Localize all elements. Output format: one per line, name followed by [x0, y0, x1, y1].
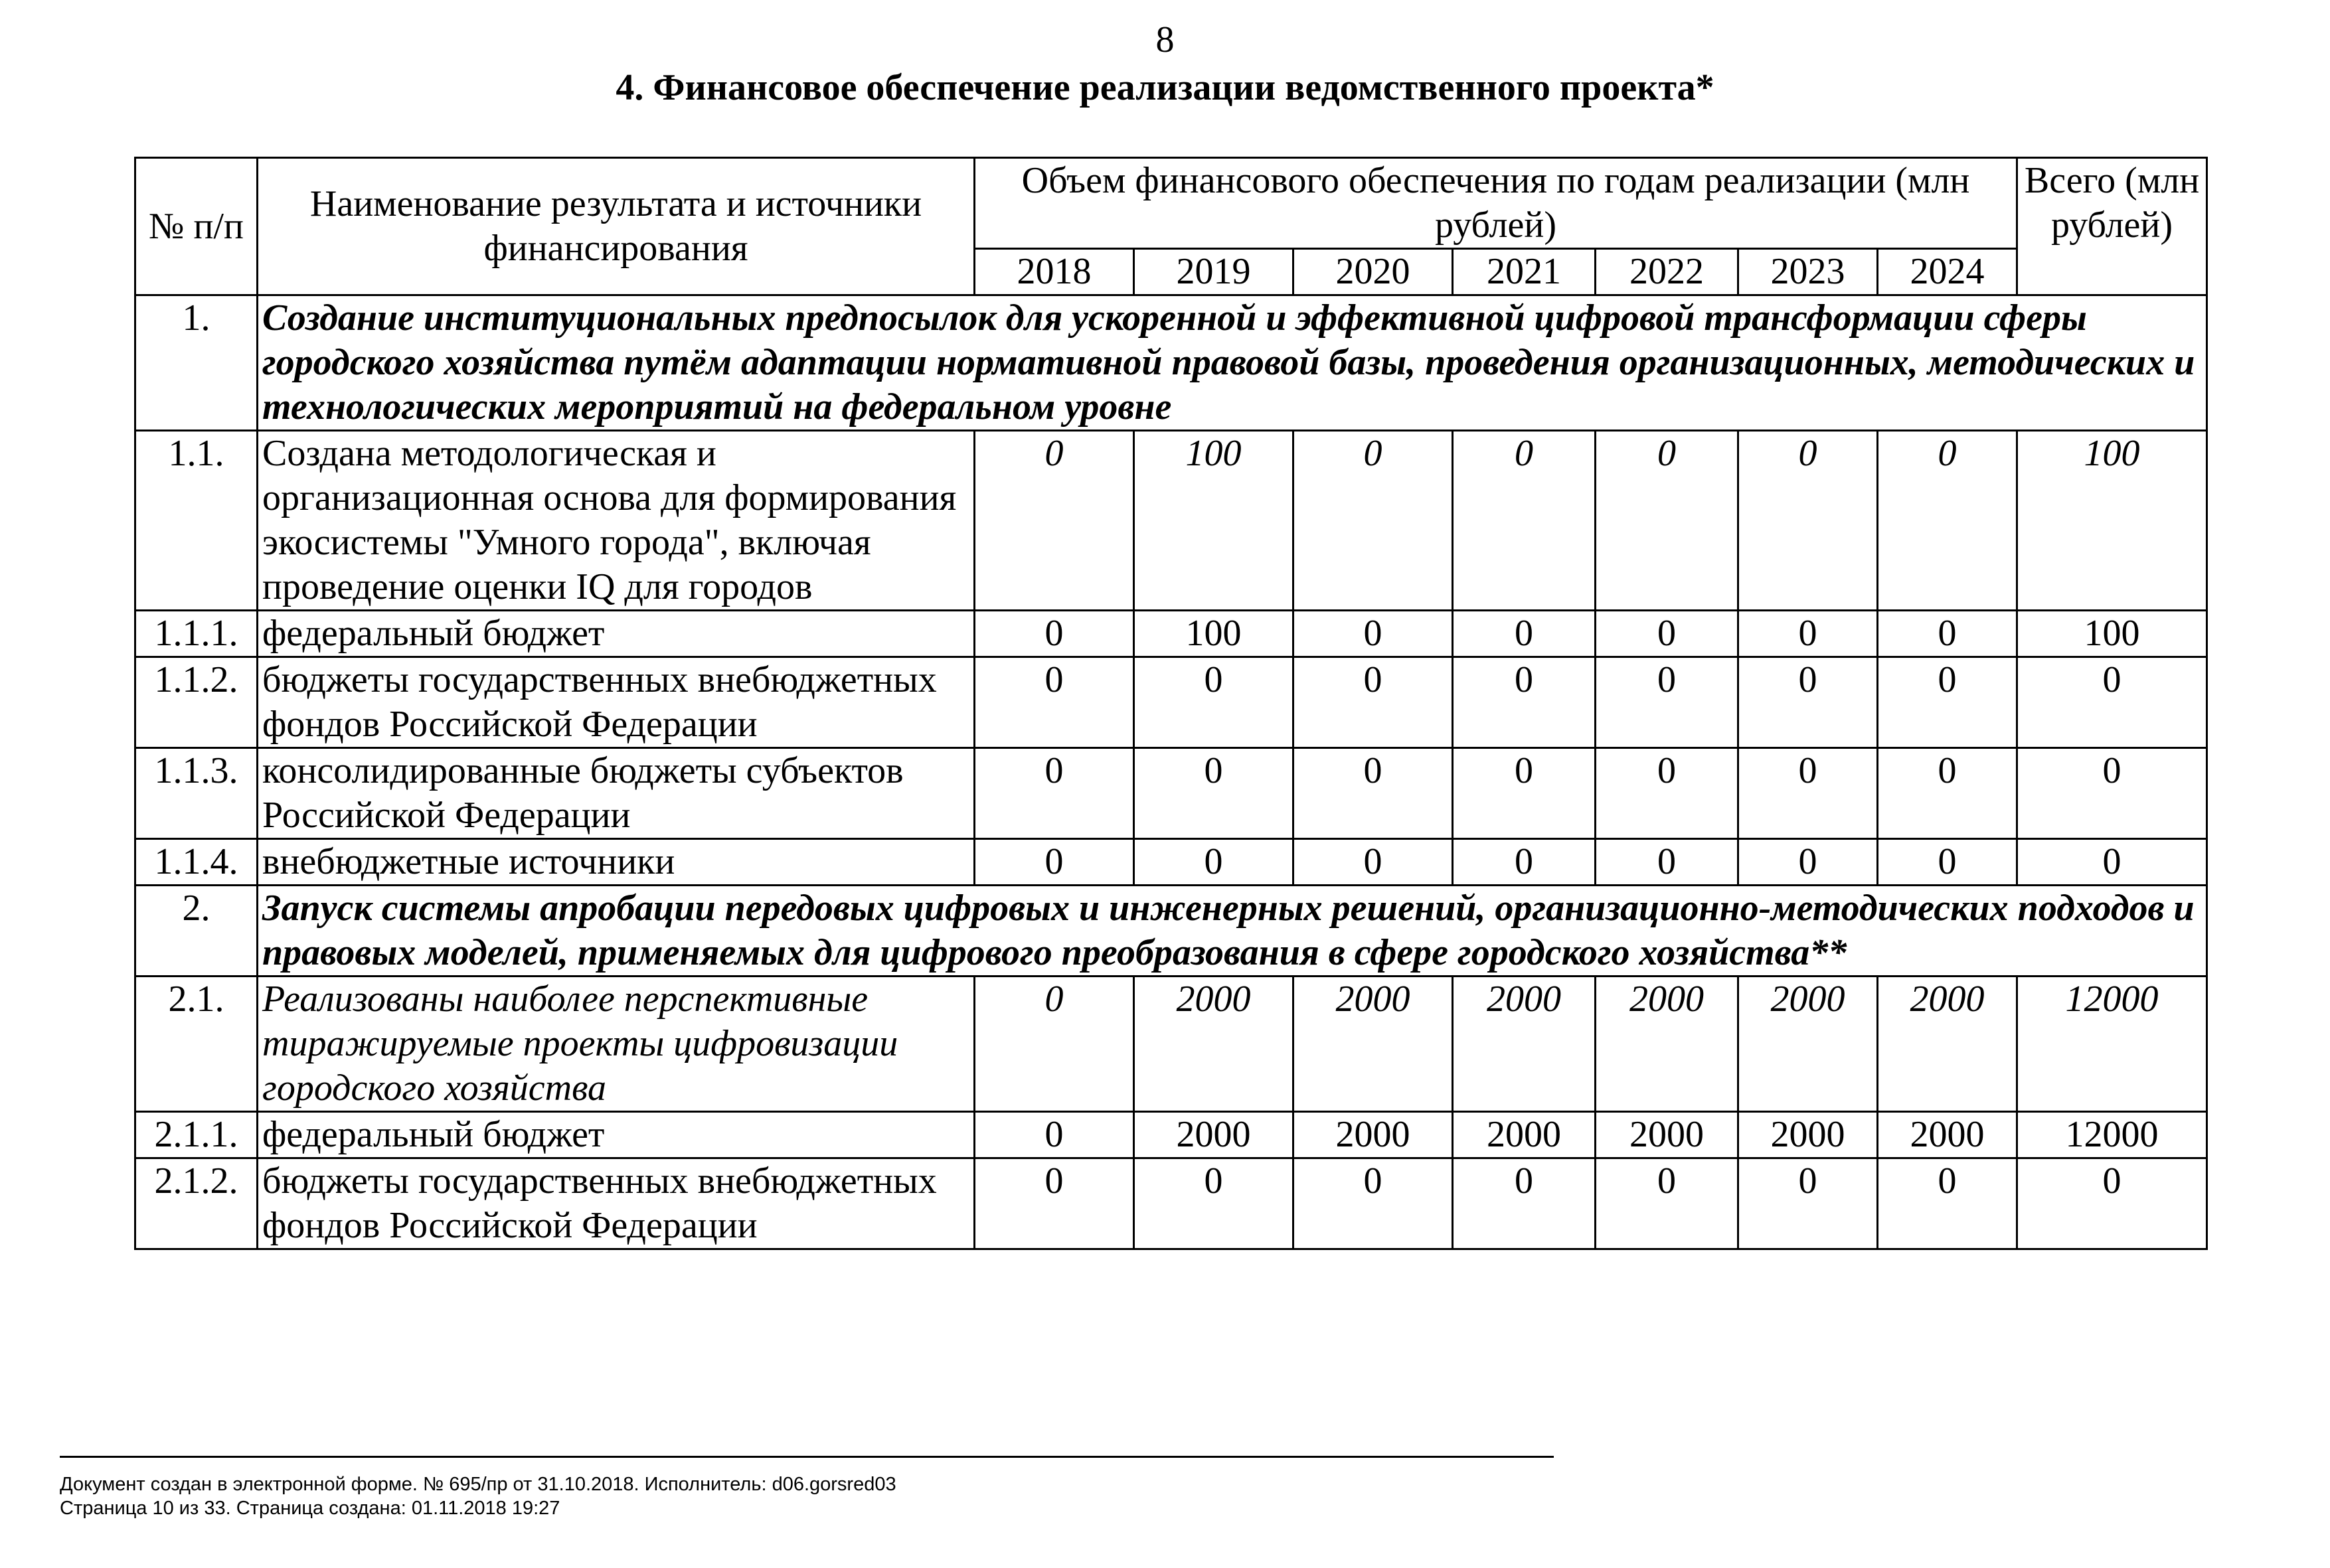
- year-value: 0: [1596, 657, 1738, 748]
- footer-divider: [60, 1456, 1554, 1458]
- header-year: 2018: [975, 249, 1134, 295]
- header-year: 2022: [1596, 249, 1738, 295]
- year-value: 2000: [1738, 1112, 1878, 1158]
- row-number: 1.1.2.: [135, 657, 258, 748]
- year-value: 0: [1738, 657, 1878, 748]
- header-year: 2021: [1453, 249, 1596, 295]
- row-number: 2.1.1.: [135, 1112, 258, 1158]
- section-row: [135, 886, 2207, 977]
- year-value: 2000: [1738, 977, 1878, 1112]
- year-value: 100: [1134, 611, 1293, 657]
- year-value: 0: [1453, 431, 1596, 611]
- year-value: 2000: [1878, 1112, 2017, 1158]
- year-value: 0: [975, 1112, 1134, 1158]
- row-number: 2.1.2.: [135, 1158, 258, 1249]
- year-value: 0: [1596, 431, 1738, 611]
- footer-line-1: Документ создан в электронной форме. № 695/пр от 31.10.2018. Исполнитель: d06.gorsred03: [60, 1474, 896, 1495]
- year-value: 0: [1738, 839, 1878, 886]
- header-year: 2020: [1293, 249, 1453, 295]
- header-year: 2023: [1738, 249, 1878, 295]
- year-value: 0: [975, 748, 1134, 839]
- financing-table: [134, 157, 2208, 1250]
- year-value: 2000: [1134, 1112, 1293, 1158]
- row-name: Создана методологическая и организационная основа для формирования экосистемы "Умного города", включая проведение оценки IQ для городов: [258, 431, 975, 611]
- row-name: бюджеты государственных внебюджетных фондов Российской Федерации: [258, 1158, 975, 1249]
- year-value: 2000: [1596, 1112, 1738, 1158]
- header-year: 2024: [1878, 249, 2017, 295]
- year-value: 2000: [1453, 977, 1596, 1112]
- year-value: 0: [1453, 611, 1596, 657]
- row-number: 1.1.4.: [135, 839, 258, 886]
- row-total: 100: [2017, 611, 2207, 657]
- row-number: 1.1.3.: [135, 748, 258, 839]
- year-value: 0: [1453, 657, 1596, 748]
- year-value: 2000: [1134, 977, 1293, 1112]
- year-value: 0: [1293, 611, 1453, 657]
- year-value: 2000: [1878, 977, 2017, 1112]
- row-number: 1.1.1.: [135, 611, 258, 657]
- year-value: 0: [1293, 657, 1453, 748]
- header-name: Наименование результата и источники финансирования: [258, 158, 975, 295]
- year-value: 0: [1738, 748, 1878, 839]
- row-total: 0: [2017, 839, 2207, 886]
- year-value: 0: [1293, 748, 1453, 839]
- year-value: 0: [1878, 431, 2017, 611]
- year-value: 0: [1596, 748, 1738, 839]
- year-value: 0: [1738, 431, 1878, 611]
- header-year: 2019: [1134, 249, 1293, 295]
- year-value: 0: [1738, 1158, 1878, 1249]
- source-row: [135, 657, 2207, 748]
- header-volume: Объем финансового обеспечения по годам реализации (млн рублей): [975, 158, 2017, 249]
- source-row: [135, 748, 2207, 839]
- year-value: 0: [1878, 1158, 2017, 1249]
- year-value: 0: [1878, 657, 2017, 748]
- row-name: Реализованы наиболее перспективные тиражируемые проекты цифровизации городского хозяйства: [258, 977, 975, 1112]
- source-row: [135, 1112, 2207, 1158]
- year-value: 0: [1878, 839, 2017, 886]
- table-header: [135, 158, 2207, 295]
- footer-line-2: Страница 10 из 33. Страница создана: 01.11.2018 19:27: [60, 1498, 560, 1519]
- year-value: 0: [975, 657, 1134, 748]
- footer: [60, 1472, 896, 1520]
- year-value: 0: [1134, 748, 1293, 839]
- row-number: 2.1.: [135, 977, 258, 1112]
- row-total: 12000: [2017, 977, 2207, 1112]
- row-name: бюджеты государственных внебюджетных фондов Российской Федерации: [258, 657, 975, 748]
- row-total: 0: [2017, 1158, 2207, 1249]
- year-value: 0: [1134, 1158, 1293, 1249]
- year-value: 0: [1293, 1158, 1453, 1249]
- header-num: № п/п: [135, 158, 258, 295]
- row-total: 12000: [2017, 1112, 2207, 1158]
- year-value: 100: [1134, 431, 1293, 611]
- page-number: 8: [1155, 19, 1175, 60]
- year-value: 0: [1738, 611, 1878, 657]
- year-value: 0: [975, 431, 1134, 611]
- header-total: Всего (млн рублей): [2017, 158, 2207, 295]
- year-value: 0: [1596, 839, 1738, 886]
- year-value: 0: [1596, 1158, 1738, 1249]
- section-row: [135, 295, 2207, 431]
- section-title-cell: Создание институциональных предпосылок для ускоренной и эффективной цифровой трансформации сферы городского хозяйства путём адаптации нормативной правовой базы, проведения организационных, методических и технологических мероприятий на федеральном уровне: [258, 295, 2207, 431]
- year-value: 0: [975, 1158, 1134, 1249]
- source-row: [135, 1158, 2207, 1249]
- row-name: внебюджетные источники: [258, 839, 975, 886]
- year-value: 0: [1134, 839, 1293, 886]
- row-number: 1.1.: [135, 431, 258, 611]
- row-total: 100: [2017, 431, 2207, 611]
- year-value: 2000: [1596, 977, 1738, 1112]
- source-row: [135, 839, 2207, 886]
- year-value: 2000: [1293, 1112, 1453, 1158]
- year-value: 2000: [1453, 1112, 1596, 1158]
- row-name: федеральный бюджет: [258, 611, 975, 657]
- result-row: [135, 431, 2207, 611]
- year-value: 0: [1293, 431, 1453, 611]
- section-title-cell: Запуск системы апробации передовых цифровых и инженерных решений, организационно-методических подходов и правовых моделей, применяемых для цифрового преобразования в сфере городского хозяйства**: [258, 886, 2207, 977]
- result-row: [135, 977, 2207, 1112]
- section-title: 4. Финансовое обеспечение реализации ведомственного проекта*: [616, 67, 1714, 108]
- row-number: 1.: [135, 295, 258, 431]
- table-body: [135, 295, 2207, 1249]
- year-value: 0: [975, 839, 1134, 886]
- year-value: 0: [1878, 748, 2017, 839]
- row-total: 0: [2017, 657, 2207, 748]
- row-name: консолидированные бюджеты субъектов Российской Федерации: [258, 748, 975, 839]
- year-value: 0: [1596, 611, 1738, 657]
- year-value: 0: [1453, 1158, 1596, 1249]
- year-value: 0: [1453, 839, 1596, 886]
- year-value: 0: [975, 977, 1134, 1112]
- year-value: 2000: [1293, 977, 1453, 1112]
- year-value: 0: [975, 611, 1134, 657]
- row-total: 0: [2017, 748, 2207, 839]
- row-name: федеральный бюджет: [258, 1112, 975, 1158]
- year-value: 0: [1293, 839, 1453, 886]
- year-value: 0: [1453, 748, 1596, 839]
- source-row: [135, 611, 2207, 657]
- row-number: 2.: [135, 886, 258, 977]
- year-value: 0: [1134, 657, 1293, 748]
- year-value: 0: [1878, 611, 2017, 657]
